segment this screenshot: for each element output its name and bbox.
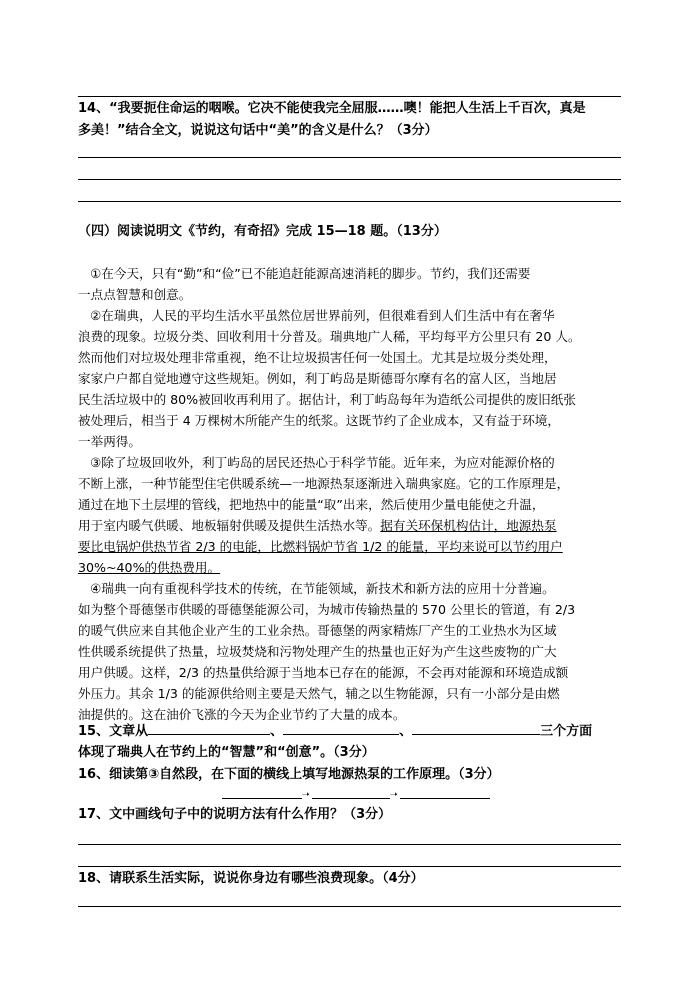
passage-line: 民生活垃圾中的 80%被回收再利用了。据估计，利丁屿岛每年为造纸公司提供的废旧纸张: [78, 392, 576, 407]
top-rule: [78, 96, 621, 97]
fill-blank[interactable]: [312, 798, 390, 799]
arrow-right-icon: ➝: [390, 790, 398, 800]
passage-line: ①在今天，只有“勤”和“俭”已不能追赶能源高速消耗的脚步。节约，我们还需要: [90, 266, 531, 281]
passage-line: 一举两得。: [78, 434, 141, 449]
passage: [78, 263, 630, 725]
question-15-line-2: 体现了瑞典人在节约上的“智慧”和“创意”。（3分）: [78, 745, 375, 760]
question-18: 18、请联系生活实际，说说你身边有哪些浪费现象。（4分）: [78, 871, 424, 886]
passage-line: [78, 515, 630, 536]
answer-line[interactable]: [78, 906, 621, 907]
question-14-line-1: 14、“我要扼住命运的咽喉。它决不能使我完全屈服……噢！能把人生活上千百次，真是: [78, 101, 586, 116]
principle-flow-blanks: [222, 788, 492, 802]
question-14: [78, 98, 638, 142]
q15-separator: 、: [399, 724, 413, 739]
underlined-sentence: 要比电锅炉供热节省 2/3 的电能，比燃料锅炉节省 1/2 的能量，平均来说可以节约用户: [78, 539, 563, 554]
passage-line: 不断上涨，一种节能型住宅供暖系统—一地源热泵逐渐进入瑞典家庭。它的工作原理是，: [78, 476, 570, 491]
answer-line[interactable]: [78, 844, 621, 845]
section-4-heading: （四）阅读说明文《节约，有奇招》完成 15—18 题。（13分）: [78, 224, 447, 239]
answer-line[interactable]: [78, 157, 621, 158]
passage-line: 外压力。其余 1/3 的能源供给则主要是天然气，辅之以生物能源，只有一小部分是由燃: [78, 686, 560, 701]
underlined-sentence: 30%~40%的供热费用。: [78, 560, 221, 575]
passage-line: ④瑞典一向有重视科学技术的传统，在节能领域，新技术和新方法的应用十分普遍。: [90, 581, 555, 596]
fill-blank[interactable]: [412, 720, 540, 735]
fill-blank[interactable]: [283, 720, 399, 735]
passage-line: ②在瑞典，人民的平均生活水平虽然位居世界前列，但很难看到人们生活中有在奢华: [90, 308, 555, 323]
passage-line-plain: 用于室内暖气供暖、地板辐射供暖及提供生活热水等。: [78, 518, 381, 533]
passage-line: 一点点智慧和创意。: [78, 287, 192, 302]
underlined-sentence: 据有关环保机构估计，地源热泵: [380, 518, 557, 533]
answer-line[interactable]: [78, 179, 621, 180]
passage-line: ③除了垃圾回收外，利丁屿岛的居民还热心于科学节能。近年来，为应对能源价格的: [90, 455, 555, 470]
fill-blank[interactable]: [148, 720, 270, 735]
answer-line[interactable]: [78, 201, 621, 202]
q15-suffix: 三个方面: [540, 724, 593, 739]
question-15: [78, 720, 638, 764]
passage-line: 被处理后，相当于 4 万棵树木所能产生的纸浆。这既节约了企业成本，又有益于环境，: [78, 413, 560, 428]
passage-line: 用户供暖。这样，2/3 的热量供给源于当地本已存在的能源，不会再对能源和环境造成额: [78, 665, 569, 680]
passage-line: 浪费的现象。垃圾分类、回收利用十分普及。瑞典地广人稀，平均每平方公里只有 20 人。: [78, 329, 581, 344]
passage-line: 的暖气供应来自其他企业产生的工业余热。哥德堡的两家精炼厂产生的工业热水为区域: [78, 623, 557, 638]
fill-blank[interactable]: [222, 798, 302, 799]
q15-separator: 、: [270, 724, 284, 739]
passage-line: 家家户户都自觉地遵守这些规矩。例如，利丁屿岛是斯德哥尔摩有名的富人区，当地居: [78, 371, 557, 386]
passage-line: 如为整个哥德堡市供暖的哥德堡能源公司，为城市传输热量的 570 公里长的管道，有 2/3: [78, 602, 576, 617]
q15-prefix: 15、文章从: [78, 724, 149, 739]
passage-line: 然而他们对垃圾处理非常重视，绝不让垃圾损害任何一处国土。尤其是垃圾分类处理，: [78, 350, 557, 365]
passage-line: 性供暖系统提供了热量，垃圾焚烧和污物处理产生的热量也正好为产生这些废物的广大: [78, 644, 557, 659]
question-16: 16、细读第③自然段，在下面的横线上填写地源热泵的工作原理。（3分）: [78, 767, 500, 782]
question-14-line-2: 多美！”结合全文，说说这句话中“美”的含义是什么？（3分）: [78, 123, 438, 138]
question-15-line-1: [78, 720, 638, 742]
passage-line: 通过在地下土层埋的管线，把地热中的能量“取”出来，然后使用少量电能使之升温，: [78, 497, 545, 512]
question-17: 17、文中画线句子中的说明方法有什么作用？（3分）: [78, 807, 392, 822]
arrow-right-icon: ➝: [302, 790, 310, 800]
answer-line[interactable]: [78, 866, 621, 867]
fill-blank[interactable]: [400, 798, 490, 799]
passage-line: 油提供的。这在油价飞涨的今天为企业节约了大量的成本。: [78, 707, 406, 722]
